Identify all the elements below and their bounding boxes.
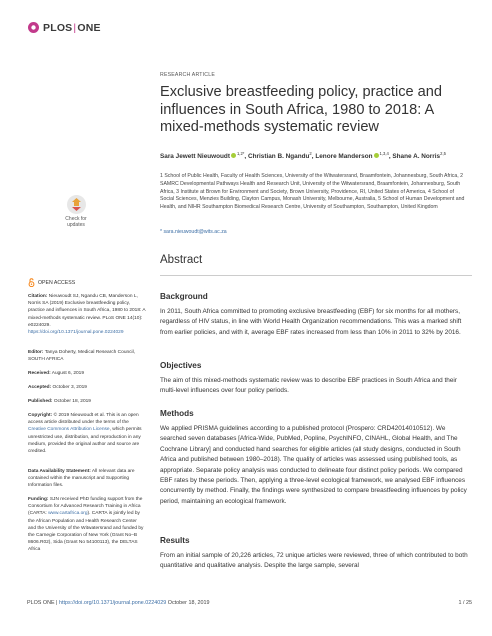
editor-block bbox=[28, 349, 146, 363]
received-block bbox=[28, 370, 146, 377]
data-availability-block bbox=[28, 468, 146, 490]
results-heading: Results bbox=[160, 536, 190, 545]
footer-citation bbox=[27, 600, 209, 606]
logo-text: PLOS|ONE bbox=[43, 21, 101, 34]
open-access-label: OPEN ACCESS bbox=[38, 279, 76, 286]
abstract-heading: Abstract bbox=[160, 254, 203, 266]
open-access-indicator bbox=[28, 278, 75, 287]
objectives-text: The aim of this mixed-methods systematic review was to describe EBF practices in South Africa and their multi-level influences over four policy periods. bbox=[160, 377, 457, 395]
citation-label: Citation: bbox=[28, 294, 48, 299]
footer-journal: PLOS ONE | bbox=[27, 600, 58, 606]
abstract-divider bbox=[160, 275, 472, 276]
accepted-block bbox=[28, 384, 146, 391]
corresponding-email[interactable]: * sara.nieuwoudt@wits.ac.za bbox=[160, 229, 227, 235]
author-separator: , bbox=[244, 153, 248, 161]
accepted-date: October 3, 2019 bbox=[52, 385, 87, 390]
check-updates-icon bbox=[67, 195, 86, 214]
received-date: August 6, 2019 bbox=[51, 371, 85, 376]
page-number: 1 / 25 bbox=[458, 600, 472, 606]
funding-text-cont: ). CARTA is jointly led by the African Population and Health Research Center and the University of the Witwatersrand and funded by the Carnegie Corporation of New York (Grant No–B 8606.R02), Sida (Grant No 54100113), the DELTAS Africa bbox=[28, 511, 144, 553]
methods-text: We applied PRISMA guidelines according to a published protocol (Prospero: CRD42014010512). We searched seven databases [Africa-Wide, PubMed, Popline, PsychINFO, CINAHL, Global Health, and The Cochrane Library] and conducted hand searches for eligible articles (all study designs, conducted in South Africa and published between 1980–2018). The quality of articles was assessed using published tools, as appropriate. Separate policy analysis was conducted to delineate four distinct policy periods. We compared EBF rates by these periods. Then, applying a three-level ecological framework, we analysed EBF influences concurrently by method. Finally, the findings were synthesized to compare breastfeeding influences by policy period, maintaining an ecological framework. bbox=[160, 425, 467, 505]
methods-heading: Methods bbox=[160, 409, 194, 418]
author-name: Shane A. Norris bbox=[392, 153, 441, 161]
citation-block bbox=[28, 293, 146, 336]
orcid-icon[interactable] bbox=[374, 153, 379, 158]
published-label: Published: bbox=[28, 399, 53, 404]
data-availability-label: Data Availability Statement: bbox=[28, 469, 91, 474]
editor-text: Tanya Doherty, Medical Research Council, SOUTH AFRICA bbox=[28, 350, 136, 363]
plos-logo-icon bbox=[27, 21, 40, 34]
citation-text: Nieuwoudt SJ, Ngandu CB, Manderson L, Norris SA (2019) Exclusive breastfeeding policy, practice and influences in South Africa, 1980 to 2018: A mixed-methods systematic review. PLoS ONE 14(10): e0224029. bbox=[28, 294, 146, 328]
published-date: October 18, 2019 bbox=[53, 399, 91, 404]
funding-text: SJN received PhD funding support from the Consortium for Advanced Research Training in Africa (CARTA: bbox=[28, 497, 143, 517]
author-affiliation-marker: 1,2* bbox=[236, 151, 245, 156]
objectives-heading: Objectives bbox=[160, 361, 202, 370]
editor-label: Editor: bbox=[28, 350, 44, 355]
author-affiliation-marker: 1,3,4 bbox=[379, 151, 389, 156]
open-access-lock-icon bbox=[28, 278, 35, 287]
affiliations: 1 School of Public Health, Faculty of Health Sciences, University of the Witwatersrand, Braamfontein, Johannesburg, South Africa, 2 SAMRC Developmental Pathways Health and Research Unit, University of the Witwatersrand, Braamfontein, Johannesburg, South Africa, 3 Institute at Brown for Environment and Society, Brown University, Providence, RI, United States of America, 4 School of Social Sciences, Menzies Building, Clayton Campus, Monash University, Melbourne, Australia, 5 School of Human Development and Health, and NIHR Southampton Biomedical Research Centre, University of Southampton, Southampton, United Kingdom bbox=[160, 173, 465, 211]
author-separator: , bbox=[388, 153, 393, 161]
author-affiliation-marker: 2,5 bbox=[440, 151, 446, 156]
data-availability-text: All relevant data are contained within the manuscript and Supporting Information files. bbox=[28, 469, 135, 489]
article-type: RESEARCH ARTICLE bbox=[160, 72, 215, 78]
accepted-label: Accepted: bbox=[28, 385, 52, 390]
funding-label: Funding: bbox=[28, 497, 49, 502]
footer-doi-link[interactable]: https://doi.org/10.1371/journal.pone.0224029 bbox=[58, 600, 167, 606]
author-name: Christian B. Ngandu bbox=[247, 153, 310, 161]
published-block bbox=[28, 398, 146, 405]
copyright-text-cont: , which permits unrestricted use, distribution, and reproduction in any medium, provided the original author and source are credited. bbox=[28, 427, 142, 455]
copyright-text: © 2019 Nieuwoudt et al. This is an open access article distributed under the terms of the bbox=[28, 413, 139, 426]
author-affiliation-marker: 2 bbox=[309, 151, 312, 156]
carta-link[interactable]: www.cartafrica.org bbox=[48, 511, 88, 517]
plos-one-logo[interactable] bbox=[27, 21, 101, 34]
author-separator: , bbox=[311, 153, 316, 161]
check-for-updates-badge[interactable] bbox=[58, 195, 94, 233]
footer-date: October 18, 2019 bbox=[167, 600, 210, 606]
copyright-label: Copyright: bbox=[28, 413, 53, 418]
author-name: Lenore Manderson bbox=[315, 153, 373, 161]
background-heading: Background bbox=[160, 292, 208, 301]
results-text: From an initial sample of 20,226 articles, 72 unique articles were reviewed, three of which contributed to both quantitative and qualitative analysis. Despite the large sample, several bbox=[160, 552, 468, 570]
funding-block bbox=[28, 496, 146, 554]
background-text: In 2011, South Africa committed to promoting exclusive breastfeeding (EBF) for six months for all mothers, regardless of HIV status, in line with World Health Organization recommendations. This was a marked shift from earlier policies, and with it, average EBF rates increased from less than 10% in 2011 to 32% by 2016. bbox=[160, 308, 462, 336]
page-footer bbox=[27, 600, 472, 606]
copyright-block bbox=[28, 412, 146, 455]
citation-doi-link[interactable]: https://doi.org/10.1371/journal.pone.0224029 bbox=[28, 330, 124, 336]
orcid-icon[interactable] bbox=[231, 153, 236, 158]
check-updates-label: Check for updates bbox=[65, 216, 87, 228]
received-label: Received: bbox=[28, 371, 51, 376]
author-list bbox=[160, 149, 470, 161]
author-name: Sara Jewett Nieuwoudt bbox=[160, 153, 230, 161]
cc-license-link[interactable]: Creative Commons Attribution License bbox=[28, 427, 110, 433]
article-title: Exclusive breastfeeding policy, practice and influences in South Africa, 1980 to 2018: A mixed-methods systematic review bbox=[160, 84, 443, 135]
